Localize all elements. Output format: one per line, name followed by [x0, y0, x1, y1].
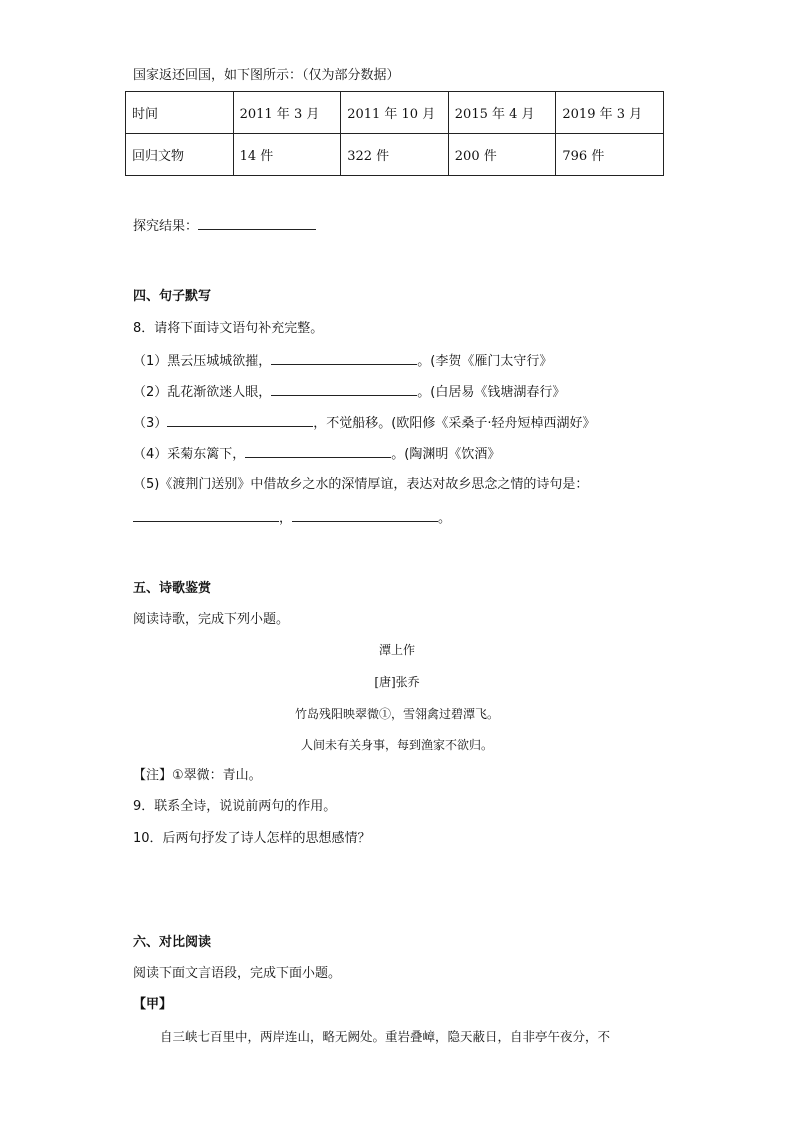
answer-blank[interactable]: [271, 351, 417, 365]
question-9: 9．联系全诗，说说前两句的作用。: [133, 799, 337, 814]
item-suffix: 。(白居易《钱塘湖春行》: [417, 385, 566, 400]
table-cell: 回归文物: [126, 134, 234, 176]
recitation-item-2: [133, 382, 565, 402]
answer-blank[interactable]: [292, 508, 438, 522]
poem-line-2: 人间未有关身事，每到渔家不欲归。: [300, 738, 493, 752]
section5-heading: 五、诗歌鉴赏: [133, 581, 212, 596]
table-cell: 200 件: [448, 134, 556, 176]
table-row: [126, 134, 664, 176]
table-cell: 2015 年 4 月: [448, 92, 556, 134]
answer-blank[interactable]: [245, 444, 391, 458]
artifact-return-table: [125, 91, 664, 176]
item-prefix: （1）黑云压城城欲摧，: [133, 354, 272, 369]
recitation-item-1: [133, 351, 552, 371]
recitation-item-3: [133, 413, 596, 433]
inquiry-label: 探究结果：: [133, 219, 199, 234]
item-prefix: （3）: [133, 416, 168, 431]
intro-line: 国家返还回国，如下图所示：（仅为部分数据）: [133, 68, 400, 83]
table-cell: 2011 年 10 月: [341, 92, 449, 134]
separator: ，: [279, 511, 293, 526]
table-cell: 时间: [126, 92, 234, 134]
passage-line-1: 自三峡七百里中，两岸连山，略无阙处。重岩叠嶂，隐天蔽日，自非亭午夜分，不: [160, 1029, 611, 1044]
poem-note: 【注】①翠微：青山。: [133, 768, 262, 783]
table-cell: 14 件: [233, 134, 341, 176]
item-suffix: 。(陶渊明《饮酒》: [391, 447, 501, 462]
section6-heading: 六、对比阅读: [133, 935, 212, 950]
poem-line-1: 竹岛残阳映翠微①，雪翎禽过碧潭飞。: [294, 707, 499, 721]
item-suffix: 。(李贺《雁门太守行》: [417, 354, 553, 369]
section6-instruction: 阅读下面文言语段，完成下面小题。: [133, 966, 342, 981]
poem-author: [唐]张乔: [374, 675, 420, 689]
answer-blank[interactable]: [133, 508, 279, 522]
answer-blank[interactable]: [198, 216, 316, 230]
section4-heading: 四、句子默写: [133, 289, 212, 304]
question-8: 8．请将下面诗文语句补充完整。: [133, 321, 324, 336]
item-prefix: （2）乱花渐欲迷人眼，: [133, 385, 272, 400]
poem-title: 潭上作: [378, 643, 415, 657]
recitation-item-4: [133, 444, 500, 464]
question-10: 10．后两句抒发了诗人怎样的思想感情？: [133, 831, 371, 846]
item-prefix: （4）采菊东篱下，: [133, 447, 246, 462]
end-mark: 。: [438, 511, 452, 526]
table-cell: 2019 年 3 月: [556, 92, 664, 134]
recitation-item-5: [133, 476, 588, 494]
part-label-jia: 【甲】: [133, 997, 173, 1012]
answer-blank[interactable]: [167, 413, 313, 427]
table-cell: 322 件: [341, 134, 449, 176]
inquiry-result-line: [133, 216, 316, 236]
answer-blank[interactable]: [271, 382, 417, 396]
recitation-item-5-answer: [133, 508, 451, 528]
table-header-row: [126, 92, 664, 134]
table-cell: 796 件: [556, 134, 664, 176]
item-suffix: ，不觉船移。(欧阳修《采桑子·轻舟短棹西湖好》: [313, 416, 596, 431]
item-prefix: （5)《渡荆门送别》中借故乡之水的深情厚谊，表达对故乡思念之情的诗句是：: [133, 477, 589, 492]
table-cell: 2011 年 3 月: [233, 92, 341, 134]
section5-instruction: 阅读诗歌，完成下列小题。: [133, 612, 290, 627]
